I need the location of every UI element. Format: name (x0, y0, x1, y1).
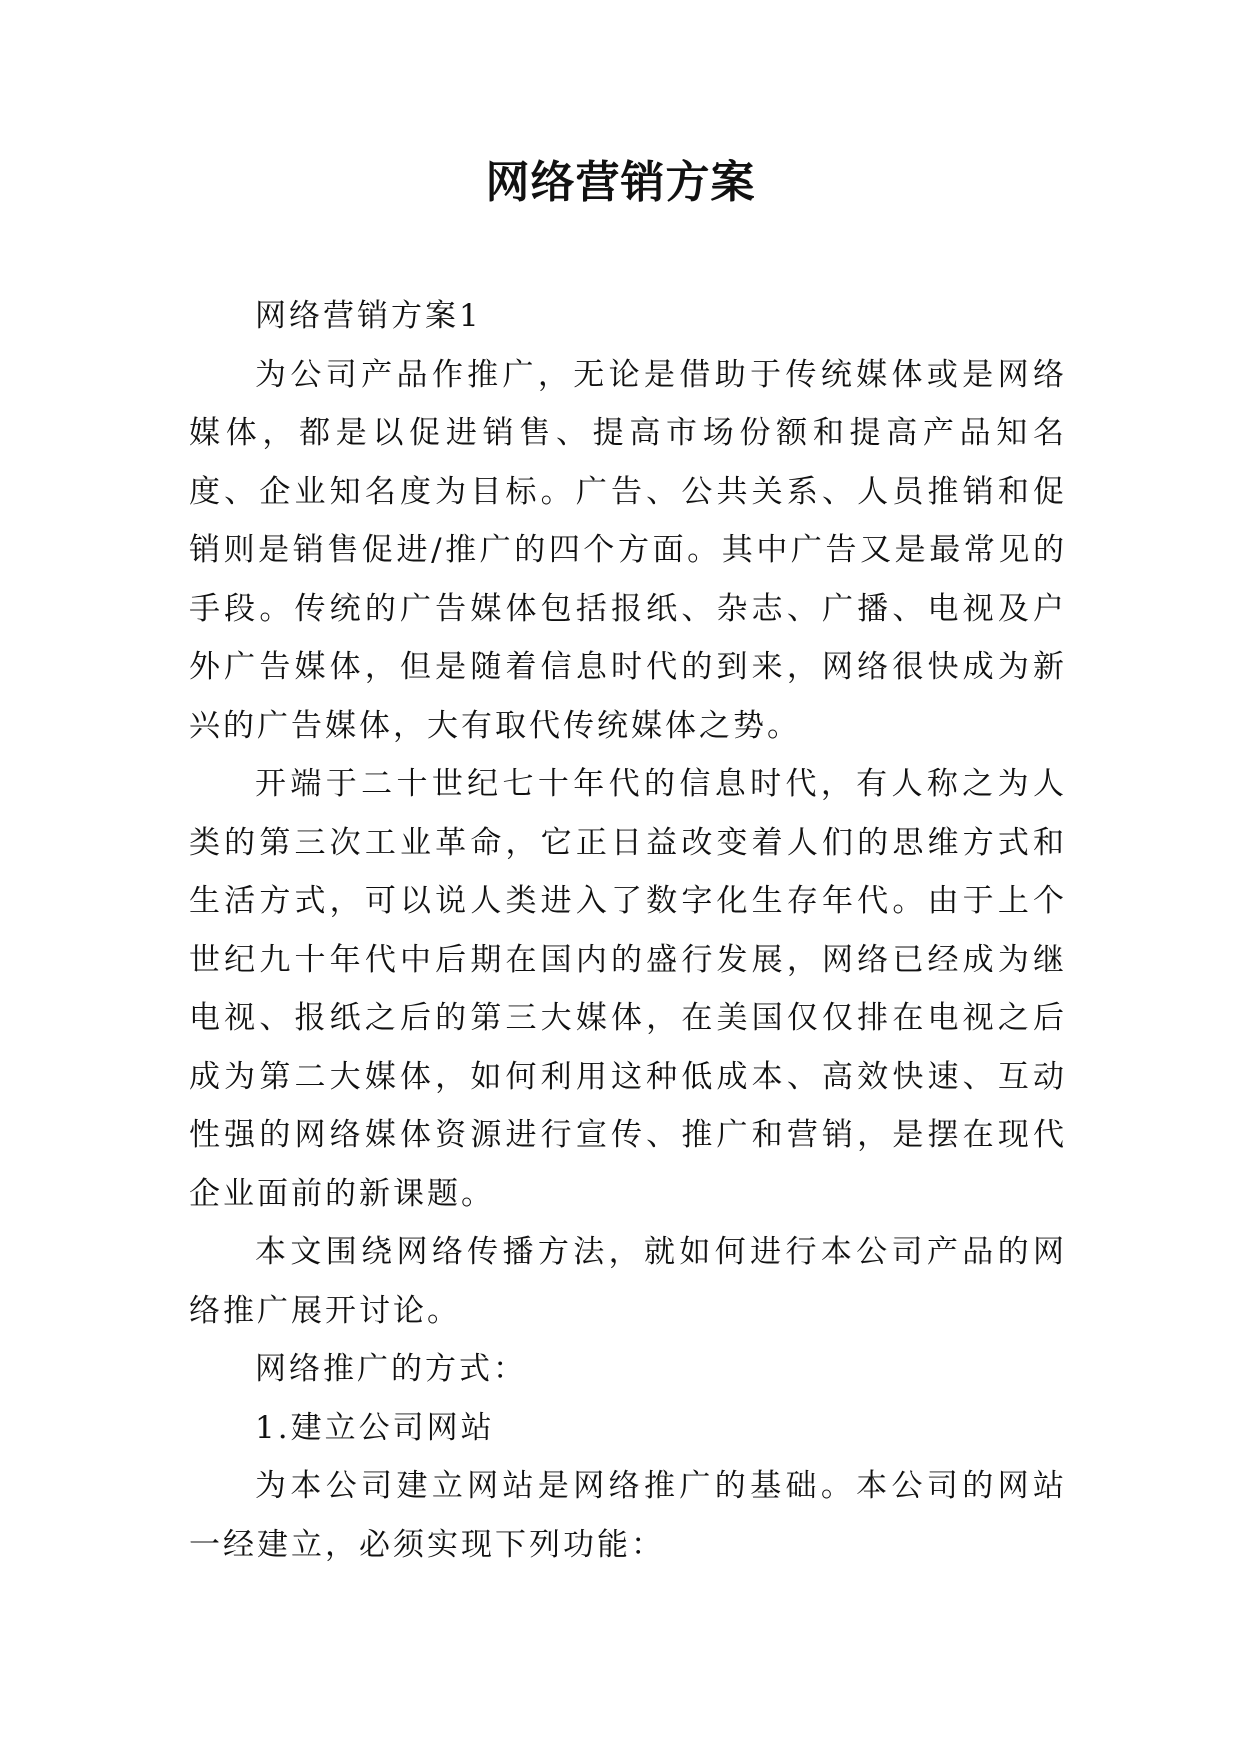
document-title: 网络营销方案 (485, 157, 756, 208)
paragraph: 本文围绕网络传播方法，就如何进行本公司产品的网络推广展开讨论。 (189, 1234, 1067, 1329)
paragraph: 为公司产品作推广，无论是借助于传统媒体或是网络媒体，都是以促进销售、提高市场份额和提高产品知名度、企业知名度为目标。广告、公共关系、人员推销和促销则是销售促进/推广的四个方面。其中广告又是最常见的手段。传统的广告媒体包括报纸、杂志、广播、电视及户外广告媒体，但是随着信息时代的到来，网络很快成为新兴的广告媒体，大有取代传统媒体之势。 (189, 356, 1067, 744)
paragraph: 网络推广的方式： (255, 1351, 527, 1387)
list-item-heading: 1.建立公司网站 (255, 1409, 495, 1446)
document-body (189, 287, 1067, 1574)
section-heading: 网络营销方案1 (255, 298, 482, 334)
paragraph: 为本公司建立网站是网络推广的基础。本公司的网站一经建立，必须实现下列功能： (189, 1468, 1067, 1563)
paragraph: 开端于二十世纪七十年代的信息时代，有人称之为人类的第三次工业革命，它正日益改变着人们的思维方式和生活方式，可以说人类进入了数字化生存年代。由于上个世纪九十年代中后期在国内的盛行发展，网络已经成为继电视、报纸之后的第三大媒体，在美国仅仅排在电视之后成为第二大媒体，如何利用这种低成本、高效快速、互动性强的网络媒体资源进行宣传、推广和营销，是摆在现代企业面前的新课题。 (189, 766, 1067, 1212)
